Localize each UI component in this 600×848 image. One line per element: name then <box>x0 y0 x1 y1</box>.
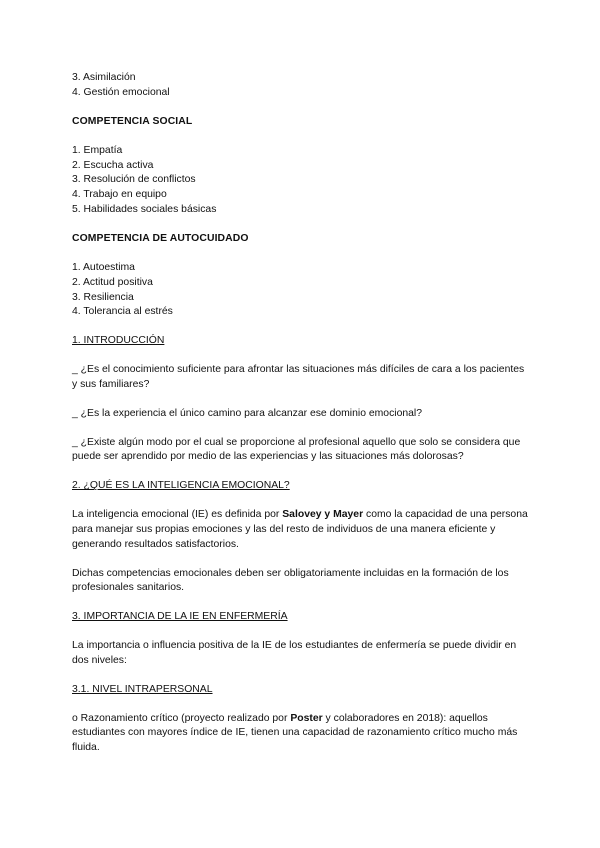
list-item: 2. Escucha activa <box>72 159 154 171</box>
list-item: 4. Tolerancia al estrés <box>72 306 173 318</box>
text-run: y colaboradores en 2018): aquellos estudiantes con mayores índice de IE, tienen una capacidad de razonamiento crítico mucho más fluida. <box>72 712 518 753</box>
importancia-paragraph: La importancia o influencia positiva de la IE de los estudiantes de enfermería se puede dividir en dos niveles: <box>72 640 517 666</box>
que-es-ie-paragraph-2: Dichas competencias emocionales deben ser obligatoriamente incluidas en la formación de los profesionales sanitarios. <box>72 567 509 594</box>
list-item: 3. Resiliencia <box>72 291 134 303</box>
competencia-social-heading: COMPETENCIA SOCIAL <box>72 115 193 127</box>
author-name: Poster <box>290 712 323 724</box>
list-item: 2. Actitud positiva <box>72 276 153 288</box>
top-list <box>72 71 532 100</box>
text-run: La inteligencia emocional (IE) es definida por <box>72 509 283 521</box>
list-item: 1. Autoestima <box>72 262 135 274</box>
list-item: 3. Asimilación <box>72 72 136 83</box>
list-item: 1. Empatía <box>72 145 123 157</box>
competencia-autocuidado-heading: COMPETENCIA DE AUTOCUIDADO <box>72 232 249 244</box>
list-item: 4. Trabajo en equipo <box>72 189 167 201</box>
list-item: 4. Gestión emocional <box>72 86 170 98</box>
introduccion-question-1: _ ¿Es el conocimiento suficiente para afrontar las situaciones más difíciles de cara a los pacientes y sus familiares? <box>72 364 525 390</box>
que-es-ie-title: 2. ¿QUÉ ES LA INTELIGENCIA EMOCIONAL? <box>72 480 290 492</box>
nivel-intrapersonal-title: 3.1. NIVEL INTRAPERSONAL <box>72 683 213 695</box>
list-item: 3. Resolución de conflictos <box>72 174 196 186</box>
introduccion-title: 1. INTRODUCCIÓN <box>72 335 165 347</box>
competencia-autocuidado-list <box>72 261 532 319</box>
author-names: Salovey y Mayer <box>282 509 364 521</box>
document-page <box>72 71 532 755</box>
text-run: como la capacidad de una persona para manejar sus propias emociones y las del resto de individuos de una manera eficiente y generando resultados satisfactorios. <box>72 509 528 550</box>
introduccion-question-2: _ ¿Es la experiencia el único camino para alcanzar ese dominio emocional? <box>72 407 423 419</box>
nivel-intrapersonal-paragraph <box>72 712 532 756</box>
importancia-title: 3. IMPORTANCIA DE LA IE EN ENFERMERÍA <box>72 611 288 623</box>
text-run: o Razonamiento crítico (proyecto realizado por <box>72 712 291 724</box>
introduccion-question-3: _ ¿Existe algún modo por el cual se proporcione al profesional aquello que solo se considera que puede ser aprendido por medio de las experiencias y las situaciones más dolorosas? <box>72 436 521 463</box>
que-es-ie-paragraph-1 <box>72 508 532 552</box>
list-item: 5. Habilidades sociales básicas <box>72 203 217 215</box>
competencia-social-list <box>72 144 532 217</box>
